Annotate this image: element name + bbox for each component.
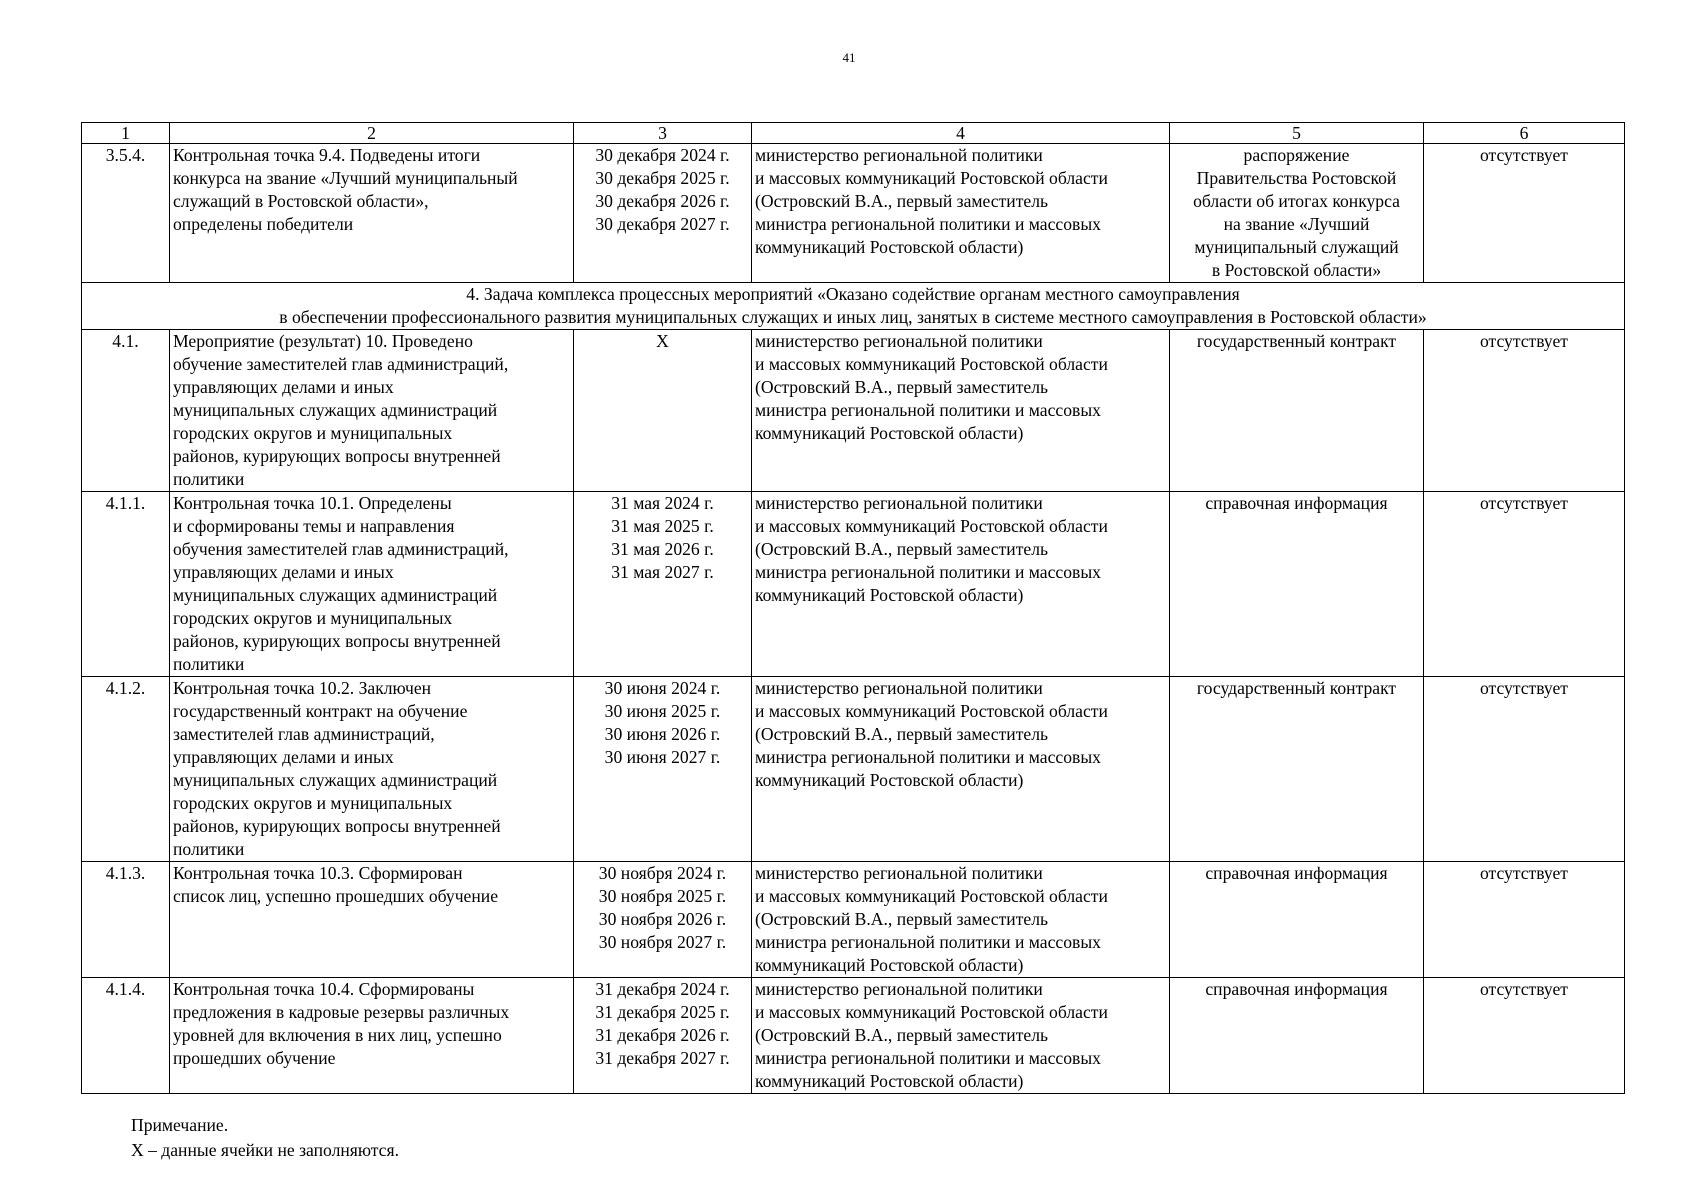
row-number: 4.1.1. (82, 492, 170, 677)
event-name: Контрольная точка 10.2. Заключен государственный контракт на обучение заместителей глав администраций, управляющих делами и иных муниципальных служащих администраций городских округов и муниципальных районов, курирующих вопросы внутренней политики (170, 677, 574, 862)
control-points-table (81, 122, 1625, 1094)
row-number: 4.1.4. (82, 978, 170, 1094)
footnote (131, 1113, 399, 1163)
row-number: 4.1.3. (82, 862, 170, 978)
information-system: отсутствует (1424, 677, 1625, 862)
task-title: 4. Задача комплекса процессных мероприятий «Оказано содействие органам местного самоуправления в обеспечении профессионального развития муниципальных служащих и иных лиц, занятых в системе местного самоуправления в Ростовской области» (82, 283, 1625, 330)
deadline-dates: 30 ноября 2024 г. 30 ноября 2025 г. 30 ноября 2026 г. 30 ноября 2027 г. (574, 862, 752, 978)
column-header: 5 (1170, 123, 1424, 144)
table-row (82, 677, 1625, 862)
row-number: 4.1.2. (82, 677, 170, 862)
event-name: Контрольная точка 10.1. Определены и сформированы темы и направления обучения заместителей глав администраций, управляющих делами и иных муниципальных служащих администраций городских округов и муниципальных районов, курирующих вопросы внутренней политики (170, 492, 574, 677)
event-name: Контрольная точка 10.3. Сформирован список лиц, успешно прошедших обучение (170, 862, 574, 978)
deadline-dates: 30 декабря 2024 г. 30 декабря 2025 г. 30 декабря 2026 г. 30 декабря 2027 г. (574, 144, 752, 283)
table-row (82, 978, 1625, 1094)
confirming-document: распоряжение Правительства Ростовской области об итогах конкурса на звание «Лучший муниципальный служащий в Ростовской области» (1170, 144, 1424, 283)
deadline-dates: 31 мая 2024 г. 31 мая 2025 г. 31 мая 2026 г. 31 мая 2027 г. (574, 492, 752, 677)
column-header: 4 (752, 123, 1170, 144)
responsible-executor: министерство региональной политики и массовых коммуникаций Ростовской области (Островский В.А., первый заместитель министра региональной политики и массовых коммуникаций Ростовской области) (752, 862, 1170, 978)
information-system: отсутствует (1424, 862, 1625, 978)
task-row (82, 283, 1625, 330)
information-system: отсутствует (1424, 492, 1625, 677)
event-name: Контрольная точка 10.4. Сформированы предложения в кадровые резервы различных уровней для включения в них лиц, успешно прошедших обучение (170, 978, 574, 1094)
table-row (82, 144, 1625, 283)
table-row (82, 330, 1625, 492)
footnote-text: Х – данные ячейки не заполняются. (131, 1140, 399, 1160)
confirming-document: справочная информация (1170, 862, 1424, 978)
page-number: 41 (842, 50, 856, 65)
column-header: 3 (574, 123, 752, 144)
column-header: 6 (1424, 123, 1625, 144)
event-name: Мероприятие (результат) 10. Проведено обучение заместителей глав администраций, управляющих делами и иных муниципальных служащих администраций городских округов и муниципальных районов, курирующих вопросы внутренней политики (170, 330, 574, 492)
column-header: 1 (82, 123, 170, 144)
responsible-executor: министерство региональной политики и массовых коммуникаций Ростовской области (Островский В.А., первый заместитель министра региональной политики и массовых коммуникаций Ростовской области) (752, 677, 1170, 862)
information-system: отсутствует (1424, 978, 1625, 1094)
responsible-executor: министерство региональной политики и массовых коммуникаций Ростовской области (Островский В.А., первый заместитель министра региональной политики и массовых коммуникаций Ростовской области) (752, 978, 1170, 1094)
responsible-executor: министерство региональной политики и массовых коммуникаций Ростовской области (Островский В.А., первый заместитель министра региональной политики и массовых коммуникаций Ростовской области) (752, 492, 1170, 677)
confirming-document: справочная информация (1170, 492, 1424, 677)
confirming-document: государственный контракт (1170, 677, 1424, 862)
responsible-executor: министерство региональной политики и массовых коммуникаций Ростовской области (Островский В.А., первый заместитель министра региональной политики и массовых коммуникаций Ростовской области) (752, 144, 1170, 283)
event-name: Контрольная точка 9.4. Подведены итоги конкурса на звание «Лучший муниципальный служащий в Ростовской области», определены победители (170, 144, 574, 283)
row-number: 3.5.4. (82, 144, 170, 283)
footnote-title: Примечание. (131, 1115, 229, 1135)
row-number: 4.1. (82, 330, 170, 492)
deadline-dates: 31 декабря 2024 г. 31 декабря 2025 г. 31 декабря 2026 г. 31 декабря 2027 г. (574, 978, 752, 1094)
deadline-dates: 30 июня 2024 г. 30 июня 2025 г. 30 июня 2026 г. 30 июня 2027 г. (574, 677, 752, 862)
confirming-document: государственный контракт (1170, 330, 1424, 492)
information-system: отсутствует (1424, 330, 1625, 492)
column-header: 2 (170, 123, 574, 144)
confirming-document: справочная информация (1170, 978, 1424, 1094)
information-system: отсутствует (1424, 144, 1625, 283)
deadline-dates: Х (574, 330, 752, 492)
table-row (82, 492, 1625, 677)
table-row (82, 862, 1625, 978)
responsible-executor: министерство региональной политики и массовых коммуникаций Ростовской области (Островский В.А., первый заместитель министра региональной политики и массовых коммуникаций Ростовской области) (752, 330, 1170, 492)
column-number-row (82, 123, 1625, 144)
